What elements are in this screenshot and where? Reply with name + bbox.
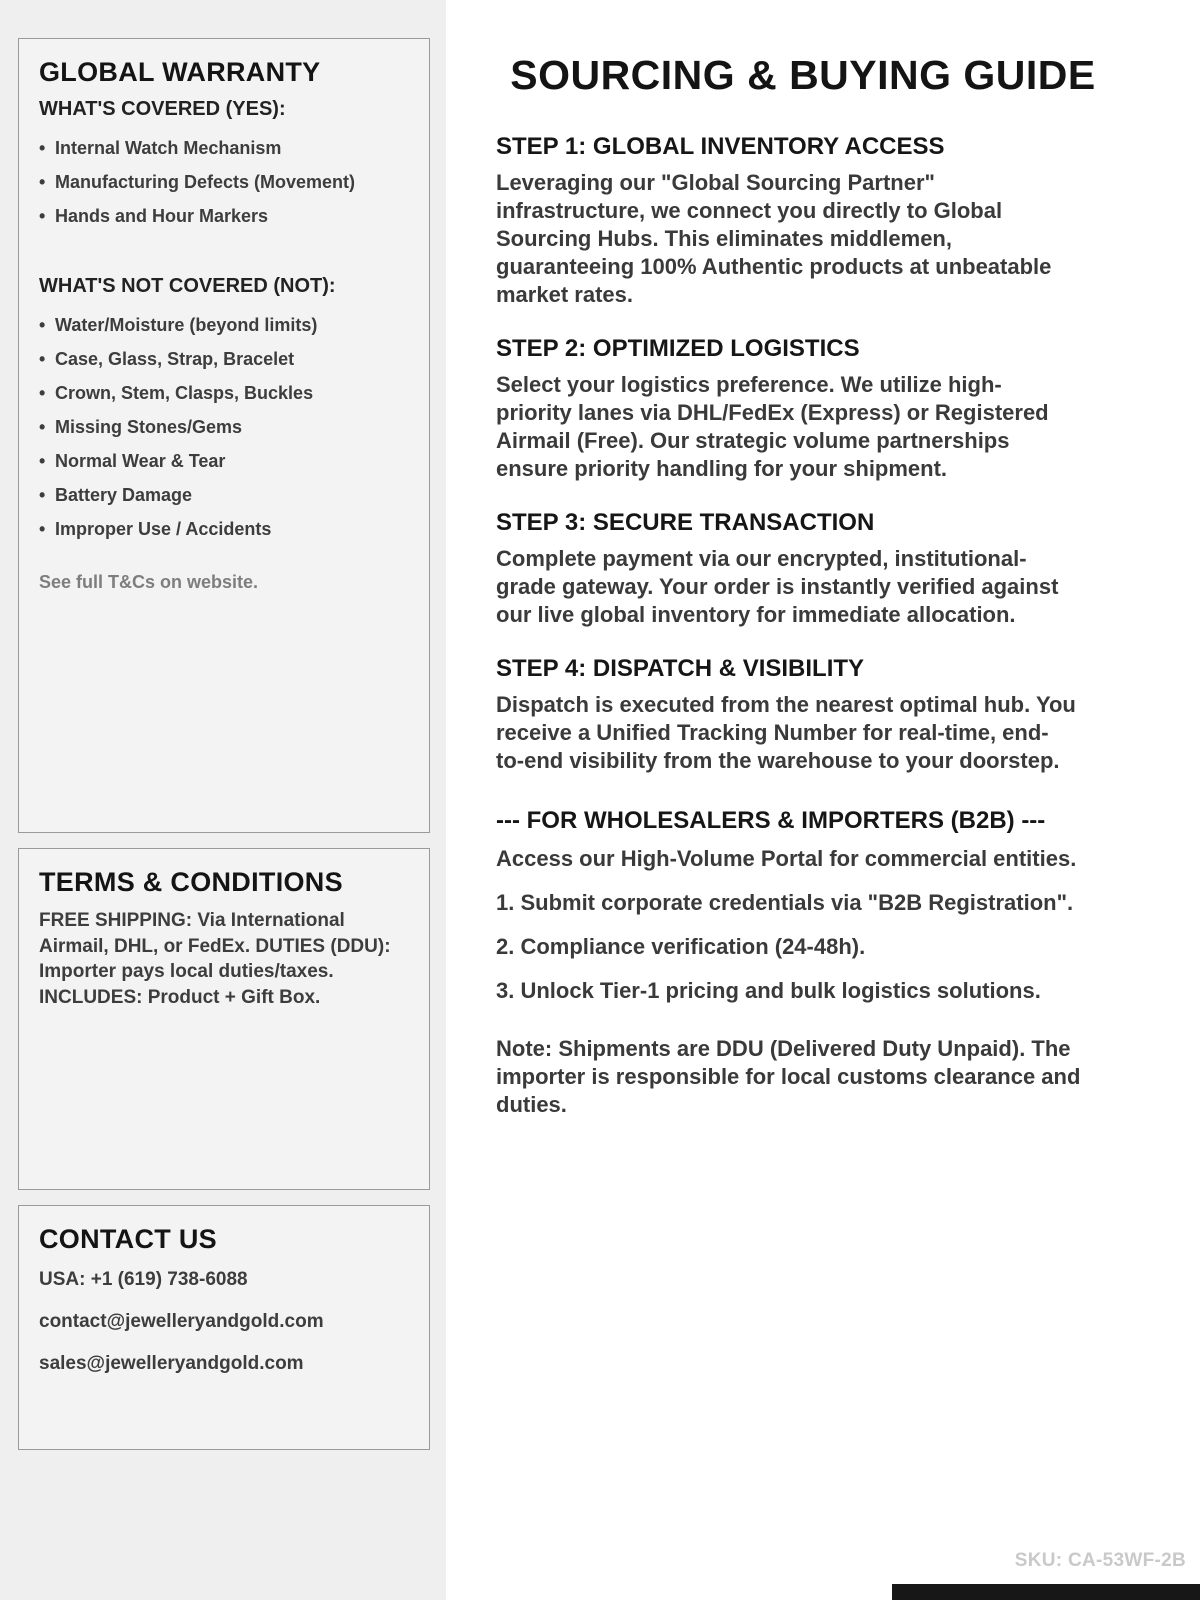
not-covered-list: [39, 308, 409, 546]
b2b-item-2: 2. Compliance verification (24-48h).: [496, 934, 866, 959]
list-item: • Hands and Hour Markers: [39, 199, 409, 233]
list-item: • Internal Watch Mechanism: [39, 131, 409, 165]
contact-box: [18, 1205, 430, 1450]
b2b-item-1: 1. Submit corporate credentials via "B2B Registration".: [496, 890, 1074, 915]
step-3-section: [496, 509, 1076, 629]
list-item: • Case, Glass, Strap, Bracelet: [39, 342, 409, 376]
list-item: • Crown, Stem, Clasps, Buckles: [39, 376, 409, 410]
list-item: • Normal Wear & Tear: [39, 444, 409, 478]
b2b-section: [496, 807, 1096, 1119]
b2b-item-3: 3. Unlock Tier-1 pricing and bulk logistics solutions.: [496, 978, 1041, 1003]
step-2-section: [496, 335, 1076, 483]
contact-email: contact@jewelleryandgold.com: [39, 1311, 324, 1332]
list-item: • Water/Moisture (beyond limits): [39, 308, 409, 342]
contact-title: CONTACT US: [39, 1224, 217, 1254]
step-4-section: [496, 655, 1076, 775]
step-3-body: Complete payment via our encrypted, institutional-grade gateway. Your order is instantly verified against our live global inventory for immediate allocation.: [496, 546, 1059, 627]
warranty-title: GLOBAL WARRANTY: [39, 57, 321, 87]
list-item: • Missing Stones/Gems: [39, 410, 409, 444]
step-3-heading: STEP 3: SECURE TRANSACTION: [496, 509, 875, 536]
covered-title: WHAT'S COVERED (YES):: [39, 98, 286, 120]
b2b-intro: Access our High-Volume Portal for commercial entities.: [496, 846, 1077, 871]
list-item: • Improper Use / Accidents: [39, 512, 409, 546]
sku-label: SKU: CA-53WF-2B: [1014, 1550, 1186, 1571]
step-2-body: Select your logistics preference. We utilize high-priority lanes via DHL/FedEx (Express) or Registered Airmail (Free). Our strategic volume partnerships ensure priority handling for your shipment.: [496, 372, 1049, 481]
not-covered-title: WHAT'S NOT COVERED (NOT):: [39, 275, 336, 297]
terms-box: [18, 848, 430, 1190]
step-4-body: Dispatch is executed from the nearest optimal hub. You receive a Unified Tracking Number for real-time, end-to-end visibility from the warehouse to your doorstep.: [496, 692, 1076, 773]
step-1-body: Leveraging our "Global Sourcing Partner" infrastructure, we connect you directly to Global Sourcing Hubs. This eliminates middlemen, guaranteeing 100% Authentic products at unbeatable market rates.: [496, 170, 1052, 307]
warranty-box: [18, 38, 430, 833]
sidebar: [0, 0, 446, 1600]
contact-phone: USA: +1 (619) 738-6088: [39, 1269, 248, 1290]
page-title: SOURCING & BUYING GUIDE: [510, 52, 1096, 98]
covered-list: [39, 131, 409, 233]
list-item: • Manufacturing Defects (Movement): [39, 165, 409, 199]
b2b-heading: --- FOR WHOLESALERS & IMPORTERS (B2B) ---: [496, 807, 1046, 834]
terms-title: TERMS & CONDITIONS: [39, 867, 343, 897]
step-1-section: [496, 133, 1076, 309]
step-2-heading: STEP 2: OPTIMIZED LOGISTICS: [496, 335, 860, 362]
main-content: [446, 0, 1200, 1600]
terms-body: FREE SHIPPING: Via International Airmail, DHL, or FedEx. DUTIES (DDU): Importer pays local duties/taxes. INCLUDES: Product + Gift Box.: [39, 910, 391, 1008]
list-item: • Battery Damage: [39, 478, 409, 512]
footer-bar: [892, 1584, 1200, 1600]
sales-email: sales@jewelleryandgold.com: [39, 1353, 304, 1374]
step-1-heading: STEP 1: GLOBAL INVENTORY ACCESS: [496, 133, 945, 160]
warranty-footnote: See full T&Cs on website.: [39, 572, 259, 592]
step-4-heading: STEP 4: DISPATCH & VISIBILITY: [496, 655, 865, 682]
b2b-note: Note: Shipments are DDU (Delivered Duty Unpaid). The importer is responsible for local customs clearance and duties.: [496, 1036, 1081, 1117]
